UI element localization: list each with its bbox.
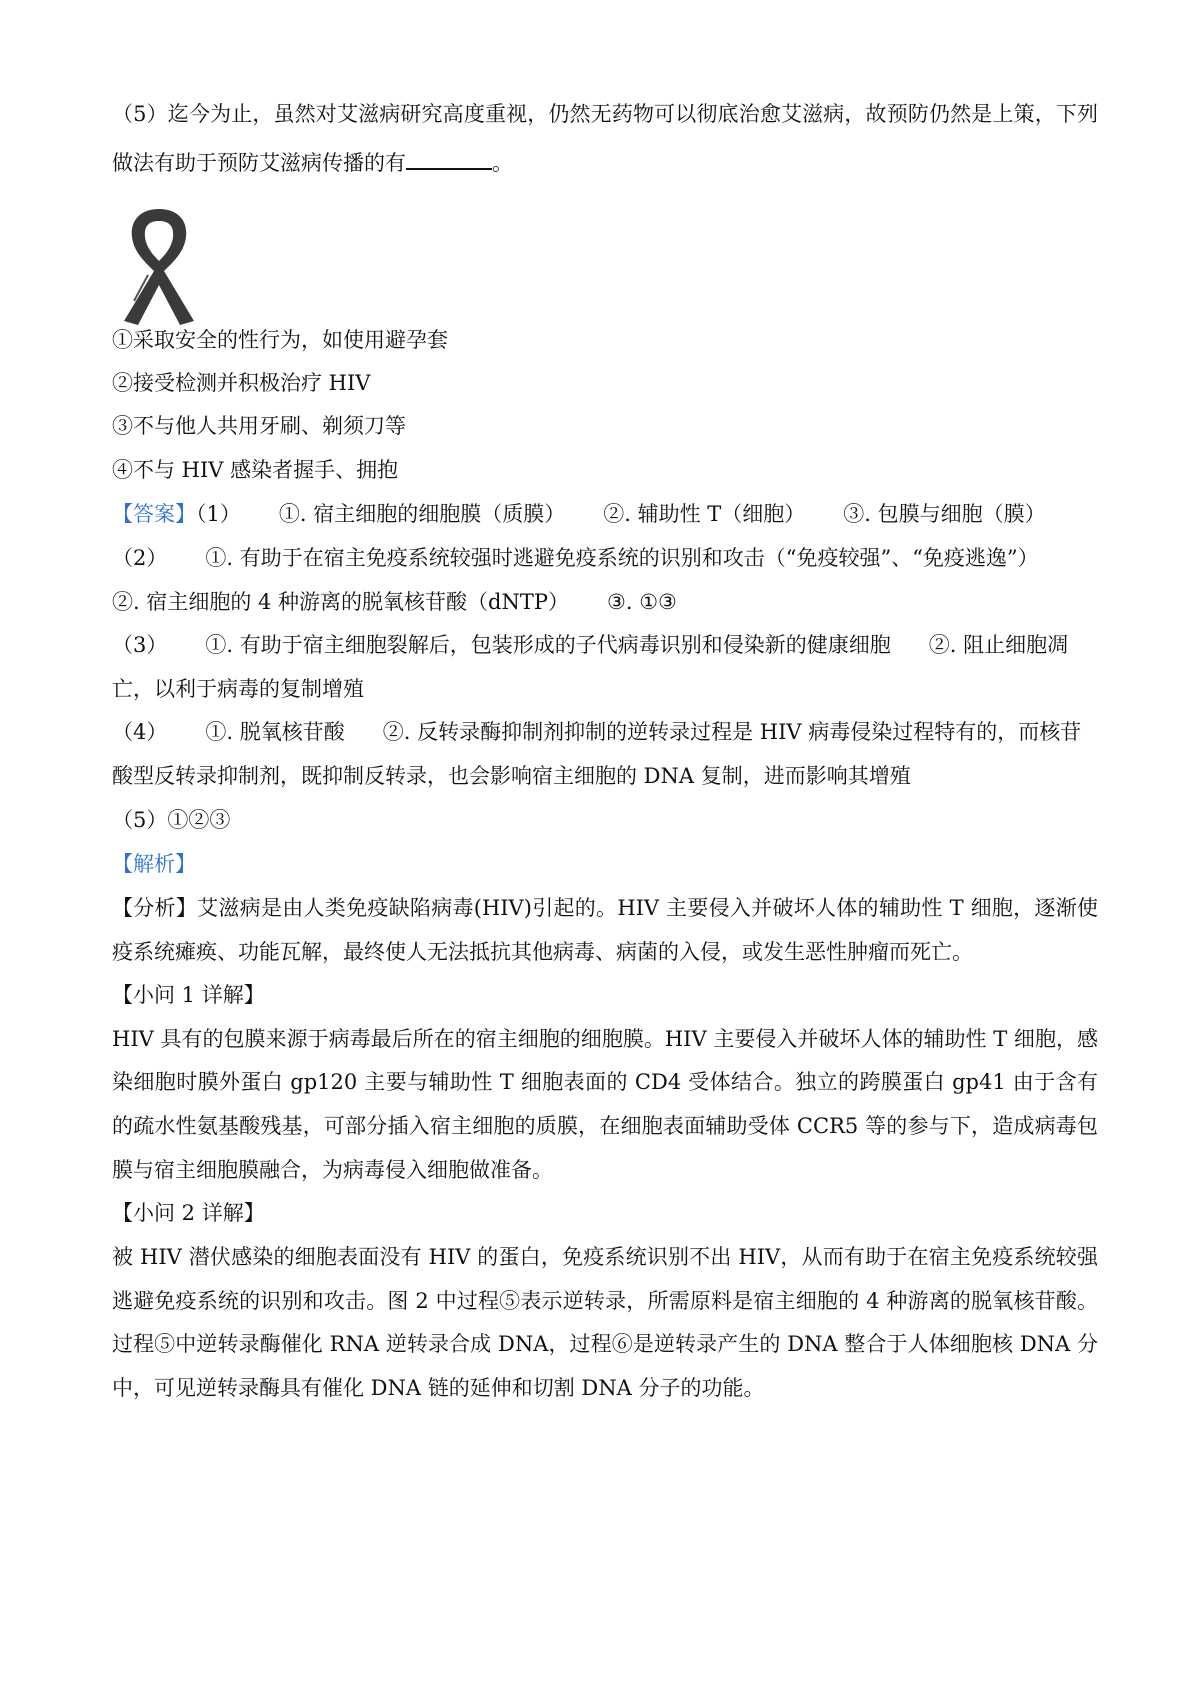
analysis-tag: 【解析】 (112, 852, 196, 876)
option-3: ③不与他人共用牙刷、剃须刀等 (112, 414, 406, 438)
answer-q3-a1: ①. 有助于宿主细胞裂解后，包装形成的子代病毒识别和侵染新的健康细胞 (205, 633, 891, 657)
sub-question-1-line-4: 膜与宿主细胞膜融合，为病毒侵入细胞做准备。 (112, 1158, 553, 1182)
question-5-prompt: 做法有助于预防艾滋病传播的有 (112, 151, 406, 175)
answer-q2-line-2 (112, 588, 677, 616)
sub-question-2-title: 【小问 2 详解】 (112, 1201, 265, 1225)
answer-q3-line-2: 亡，以利于病毒的复制增殖 (112, 677, 364, 701)
answer-q3-label: （3） (112, 633, 168, 657)
sub-question-1-title: 【小问 1 详解】 (112, 983, 265, 1007)
answer-q1-a1: ①. 宿主细胞的细胞膜（质膜） (278, 502, 566, 526)
answer-q3-line-1 (112, 631, 1068, 659)
answer-q3-a2-part1: ②. 阻止细胞凋 (928, 633, 1069, 657)
sub-question-1-line-1: HIV 具有的包膜来源于病毒最后所在的宿主细胞的细胞膜。HIV 主要侵入并破坏人体的辅助性 T 细胞，感 (112, 1027, 1098, 1051)
answer-q1-a3: ③. 包膜与细胞（膜） (843, 502, 1046, 526)
answer-blank (406, 148, 492, 170)
answer-q2-a1: ①. 有助于在宿主免疫系统较强时逃避免疫系统的识别和攻击（“免疫较强”、“免疫逃逸”） (205, 546, 1039, 570)
answer-q2-a3: ③. ①③ (607, 590, 677, 614)
option-2: ②接受检测并积极治疗 HIV (112, 371, 371, 395)
answer-q5-line (112, 806, 230, 834)
answer-q2-a2: ②. 宿主细胞的 4 种游离的脱氧核苷酸（dNTP） (112, 590, 570, 614)
sub-question-1-line-3: 的疏水性氨基酸残基，可部分插入宿主细胞的质膜，在细胞表面辅助受体 CCR5 等的参与下，造成病毒包 (112, 1114, 1098, 1138)
analysis-summary-line-1: 【分析】艾滋病是由人类免疫缺陷病毒(HIV)引起的。HIV 主要侵入并破坏人体的辅助性 T 细胞，逐渐使 (112, 896, 1098, 920)
question-5-line-2 (112, 148, 513, 177)
answer-q5-label: （5） (112, 808, 168, 832)
answer-q1-a2: ②. 辅助性 T（细胞） (603, 502, 806, 526)
answer-tag: 【答案】 (112, 502, 196, 526)
answer-q4-a2-part1: ②. 反转录酶抑制剂抑制的逆转录过程是 HIV 病毒侵染过程特有的，而核苷 (382, 720, 1082, 744)
answer-q5-a1: ①②③ (167, 808, 231, 832)
answer-q1-line (112, 500, 1046, 528)
sub-question-1-line-2: 染细胞时膜外蛋白 gp120 主要与辅助性 T 细胞表面的 CD4 受体结合。独立的跨膜蛋白 gp41 由于含有 (112, 1070, 1098, 1094)
analysis-summary-line-2: 疫系统瘫痪、功能瓦解，最终使人无法抵抗其他病毒、病菌的入侵，或发生恶性肿瘤而死亡。 (112, 940, 973, 964)
answer-q4-label: （4） (112, 720, 168, 744)
aids-ribbon-icon (118, 205, 200, 329)
sub-question-2-line-3: 过程⑤中逆转录酶催化 RNA 逆转录合成 DNA，过程⑥是逆转录产生的 DNA 整合于人体细胞核 DNA 分 (112, 1332, 1098, 1356)
answer-q1-label: （1） (196, 502, 241, 526)
option-4: ④不与 HIV 感染者握手、拥抱 (112, 458, 399, 482)
answer-q4-line-1 (112, 718, 1081, 746)
answer-q2-line-1 (112, 544, 1039, 572)
option-1: ①采取安全的性行为，如使用避孕套 (112, 328, 448, 352)
question-5-end-mark: 。 (492, 151, 513, 175)
sub-question-2-line-2: 逃避免疫系统的识别和攻击。图 2 中过程⑤表示逆转录，所需原料是宿主细胞的 4 种游离的脱氧核苷酸。 (112, 1289, 1098, 1313)
sub-question-2-line-4: 中，可见逆转录酶具有催化 DNA 链的延伸和切割 DNA 分子的功能。 (112, 1376, 765, 1400)
sub-question-2-line-1: 被 HIV 潜伏感染的细胞表面没有 HIV 的蛋白，免疫系统识别不出 HIV，从而有助于在宿主免疫系统较强 (112, 1245, 1098, 1269)
question-5-line-1: （5）迄今为止，虽然对艾滋病研究高度重视，仍然无药物可以彻底治愈艾滋病，故预防仍然是上策，下列 (112, 102, 1098, 126)
answer-q4-a1: ①. 脱氧核苷酸 (205, 720, 345, 744)
answer-q4-line-2: 酸型反转录抑制剂，既抑制反转录，也会影响宿主细胞的 DNA 复制，进而影响其增殖 (112, 764, 911, 788)
answer-q2-label: （2） (112, 546, 168, 570)
